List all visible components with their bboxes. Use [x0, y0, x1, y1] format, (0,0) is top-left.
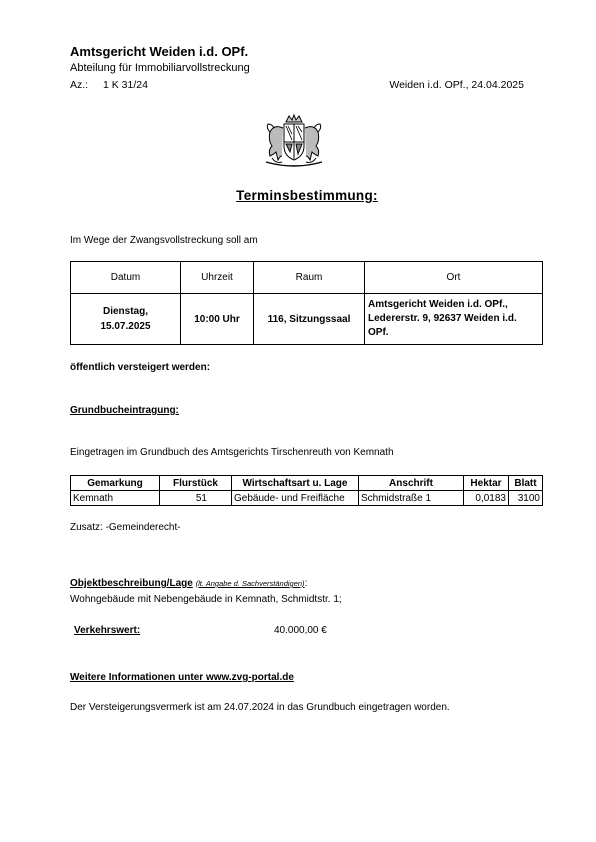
auction-date-value: 15.07.2025: [100, 321, 151, 332]
col-flurstueck: Flurstück: [160, 476, 232, 491]
cell-wirtschaftsart: Gebäude- und Freifläche: [232, 491, 359, 506]
further-info: Weitere Informationen unter www.zvg-portal.de: [70, 672, 294, 683]
cell-flurstueck: 51: [160, 491, 232, 506]
schedule-table: [70, 261, 543, 345]
footer-note: Der Versteigerungsvermerk ist am 24.07.2024 in das Grundbuch eingetragen worden.: [70, 702, 450, 713]
object-heading-line: [70, 578, 307, 589]
schedule-header-row: [71, 262, 543, 294]
header-room: Raum: [254, 262, 365, 294]
file-number-value: 1 K 31/24: [103, 79, 148, 91]
auction-weekday: Dienstag,: [102, 306, 148, 317]
col-hektar: Hektar: [464, 476, 509, 491]
land-register-table: [70, 475, 543, 506]
cell-anschrift: Schmidstraße 1: [359, 491, 464, 506]
col-blatt: Blatt: [509, 476, 543, 491]
cell-hektar: 0,0183: [464, 491, 509, 506]
market-value-amount: 40.000,00 €: [274, 625, 327, 636]
cell-gemarkung: Kemnath: [71, 491, 160, 506]
col-gemarkung: Gemarkung: [71, 476, 160, 491]
header-location: Ort: [365, 262, 543, 294]
auction-date: [71, 294, 181, 345]
land-table-row: [71, 491, 543, 506]
bavarian-coat-of-arms: [262, 112, 326, 170]
file-number-label: Az.:: [70, 79, 89, 91]
object-heading-colon: :: [304, 578, 308, 589]
auction-room: 116, Sitzungssaal: [254, 294, 365, 345]
object-heading-note: (lt. Angabe d. Sachverständigen): [195, 579, 305, 588]
auction-location: Amtsgericht Weiden i.d. OPf., Ledererstr. 9, 92637 Weiden i.d. OPf.: [365, 294, 543, 345]
auction-time: 10:00 Uhr: [181, 294, 254, 345]
col-wirtschaftsart: Wirtschaftsart u. Lage: [232, 476, 359, 491]
header-time: Uhrzeit: [181, 262, 254, 294]
land-table-header-row: [71, 476, 543, 491]
place-date: Weiden i.d. OPf., 24.04.2025: [389, 79, 524, 91]
land-register-heading: Grundbucheintragung:: [70, 405, 179, 416]
auction-statement: öffentlich versteigert werden:: [70, 362, 211, 373]
intro-text: Im Wege der Zwangsvollstreckung soll am: [70, 235, 258, 246]
schedule-row: [71, 294, 543, 345]
market-value-label: Verkehrswert:: [74, 625, 141, 636]
col-anschrift: Anschrift: [359, 476, 464, 491]
land-register-text: Eingetragen im Grundbuch des Amtsgerichts Tirschenreuth von Kemnath: [70, 447, 394, 458]
cell-blatt: 3100: [509, 491, 543, 506]
object-description: Wohngebäude mit Nebengebäude in Kemnath, Schmidtstr. 1;: [70, 594, 342, 605]
department-name: Abteilung für Immobiliarvollstreckung: [70, 62, 250, 74]
addition-text: Zusatz: -Gemeinderecht-: [70, 522, 181, 533]
header-date: Datum: [71, 262, 181, 294]
document-title: Terminsbestimmung:: [236, 188, 378, 203]
court-name: Amtsgericht Weiden i.d. OPf.: [70, 44, 249, 59]
object-heading: Objektbeschreibung/Lage: [70, 578, 193, 589]
